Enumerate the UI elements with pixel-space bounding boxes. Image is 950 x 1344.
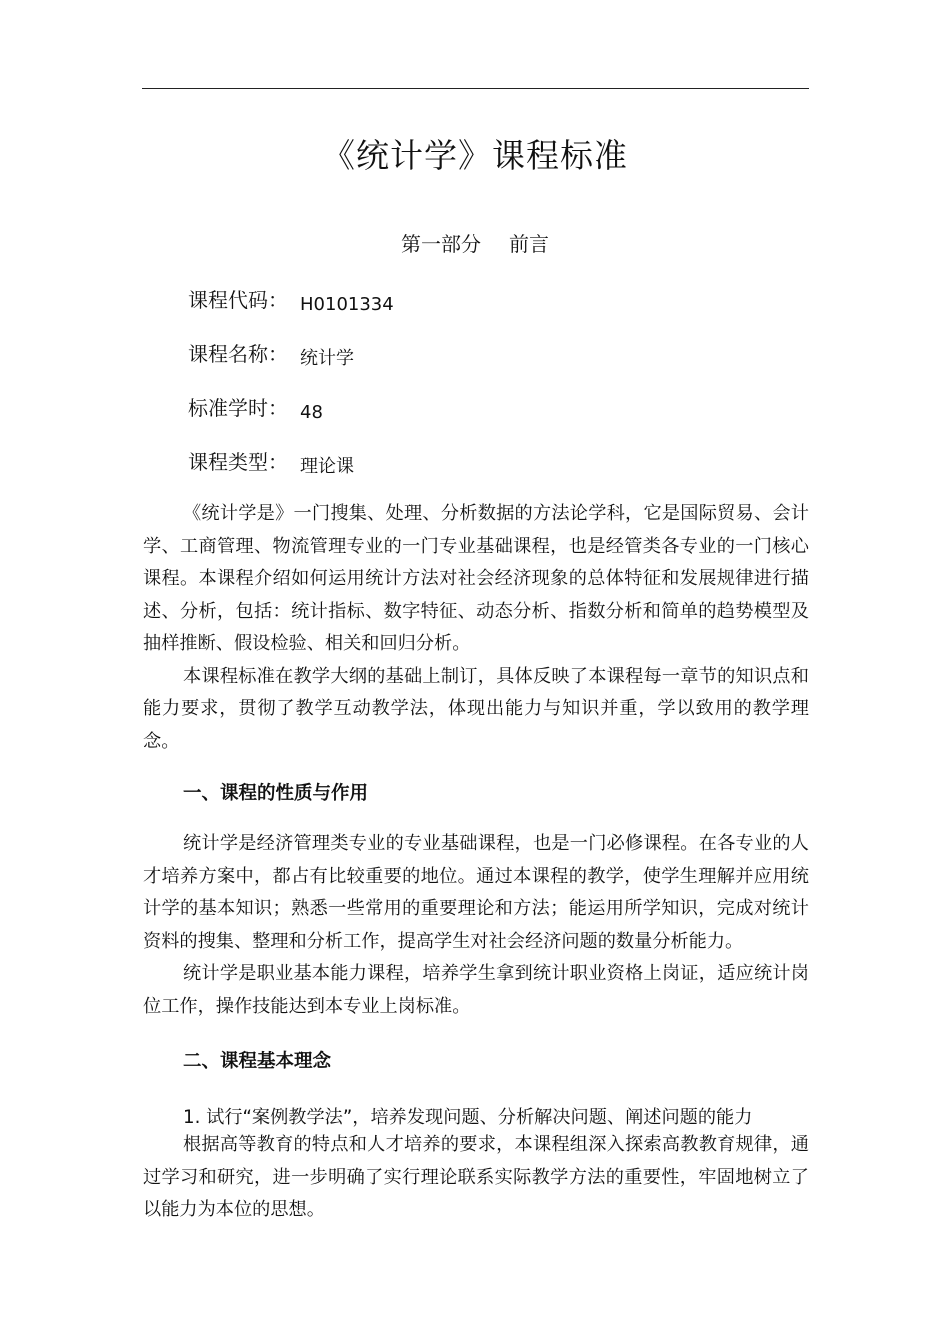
part-label: 第一部分 [401, 232, 481, 256]
intro-paragraph: 本课程标准在教学大纲的基础上制订，具体反映了本课程每一章节的知识点和能力要求，贯彻了教学互动教学法，体现出能力与知识并重，学以致用的教学理念。 [143, 665, 809, 752]
meta-label: 课程类型： [188, 450, 288, 474]
section1-paragraph: 统计学是经济管理类专业的专业基础课程，也是一门必修课程。在各专业的人才培养方案中，都占有比较重要的地位。通过本课程的教学，使学生理解并应用统计学的基本知识；熟悉一些常用的重要理论和方法；能运用所学知识，完成对统计资料的搜集、整理和分析工作，提高学生对社会经济问题的数量分析能力。 [143, 833, 809, 952]
part-heading [0, 228, 950, 257]
meta-course-name [188, 338, 354, 367]
section2-item-1: 1. 试行“案例教学法”，培养发现问题、分析解决问题、阐述问题的能力 [183, 1107, 753, 1128]
meta-standard-hours [188, 392, 323, 421]
intro-text [143, 498, 809, 758]
meta-label: 标准学时： [188, 396, 288, 420]
meta-label: 课程名称： [188, 342, 288, 366]
section1-text [143, 828, 809, 1023]
intro-paragraph: 《统计学是》一门搜集、处理、分析数据的方法论学科，它是国际贸易、会计学、工商管理、物流管理专业的一门专业基础课程，也是经管类各专业的一门核心课程。本课程介绍如何运用统计方法对社会经济现象的总体特征和发展规律进行描述、分析，包括：统计指标、数字特征、动态分析、指数分析和简单的趋势模型及抽样推断、假设检验、相关和回归分析。 [143, 503, 809, 654]
meta-value: 统计学 [300, 348, 354, 369]
meta-value: H0101334 [300, 294, 394, 315]
document-title: 《统计学》课程标准 [322, 136, 628, 175]
meta-course-type [188, 446, 354, 475]
section1-heading: 一、课程的性质与作用 [183, 783, 369, 804]
section2-heading: 二、课程基本理念 [183, 1051, 332, 1072]
section2-paragraph: 根据高等教育的特点和人才培养的要求，本课程组深入探索高教教育规律，通过学习和研究，进一步明确了实行理论联系实际教学方法的重要性，牢固地树立了以能力为本位的思想。 [143, 1134, 809, 1220]
section2-text [143, 1129, 809, 1227]
meta-value: 理论课 [300, 456, 354, 477]
section1-paragraph: 统计学是职业基本能力课程，培养学生拿到统计职业资格上岗证，适应统计岗位工作，操作技能达到本专业上岗标准。 [143, 963, 809, 1017]
meta-value: 48 [300, 402, 323, 423]
meta-course-code [188, 284, 394, 313]
meta-label: 课程代码： [188, 288, 288, 312]
part-name: 前言 [509, 232, 549, 256]
header-rule [142, 88, 809, 89]
